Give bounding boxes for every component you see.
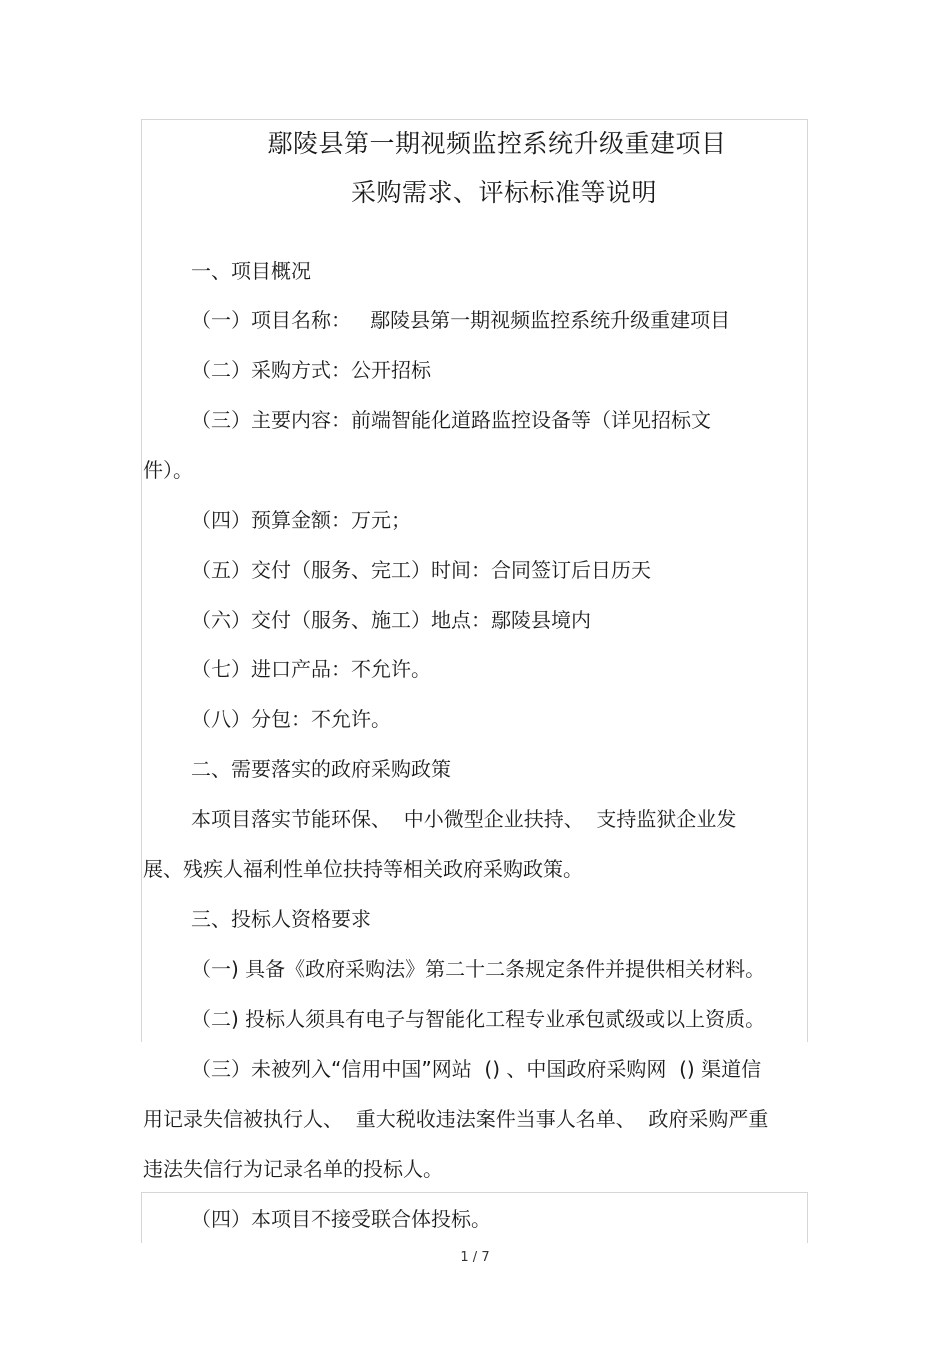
paragraph-line: （一）项目名称： 鄢陵县第一期视频监控系统升级重建项目 [191, 308, 731, 332]
paragraph-line: （三）主要内容：前端智能化道路监控设备等（详见招标文 [191, 408, 711, 432]
paragraph-line: （五）交付（服务、完工）时间：合同签订后日历天 [191, 558, 651, 582]
page-number: 1 / 7 [460, 1250, 490, 1265]
paragraph-line: （七）进口产品：不允许。 [191, 657, 431, 681]
document-subtitle: 采购需求、评标标准等说明 [350, 178, 657, 207]
paragraph-line: （六）交付（服务、施工）地点：鄢陵县境内 [191, 608, 591, 632]
paragraph-line: （四）预算金额：万元； [191, 508, 411, 532]
section-heading-qualification: 三、投标人资格要求 [191, 907, 371, 931]
document-title: 鄢陵县第一期视频监控系统升级重建项目 [267, 129, 727, 158]
section-heading-policy: 二、需要落实的政府采购政策 [191, 757, 451, 781]
paragraph-line: （二）采购方式：公开招标 [191, 358, 431, 382]
paragraph-line: （一) 具备《政府采购法》第二十二条规定条件并提供相关材料。 [191, 957, 766, 981]
paragraph-line: （四）本项目不接受联合体投标。 [191, 1207, 491, 1231]
paragraph-line: 用记录失信被执行人、 重大税收违法案件当事人名单、 政府采购严重 [143, 1107, 769, 1131]
paragraph-line: 本项目落实节能环保、 中小微型企业扶持、 支持监狱企业发 [191, 807, 737, 831]
paragraph-line: 件）。 [143, 458, 193, 482]
paragraph-line: 展、残疾人福利性单位扶持等相关政府采购政策。 [143, 857, 583, 881]
paragraph-line: （三）未被列入“信用中国”网站 () 、中国政府采购网 () 渠道信 [191, 1057, 762, 1081]
paragraph-line: （八）分包：不允许。 [191, 707, 391, 731]
paragraph-line: 违法失信行为记录名单的投标人。 [143, 1157, 443, 1181]
paragraph-line: （二) 投标人须具有电子与智能化工程专业承包贰级或以上资质。 [191, 1007, 766, 1031]
section-heading-overview: 一、项目概况 [191, 259, 311, 283]
